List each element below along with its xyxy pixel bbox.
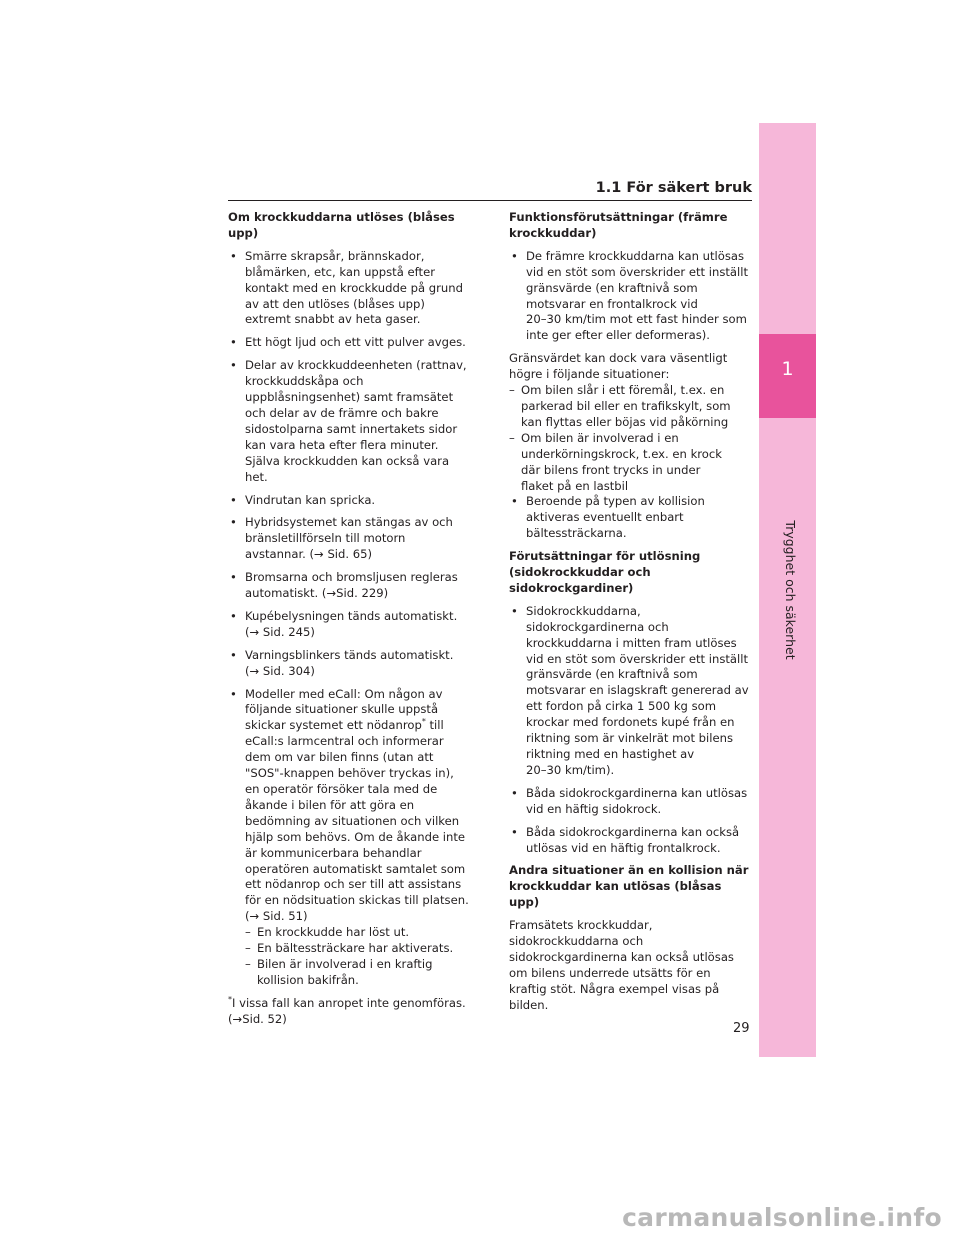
list-item: • Kupébelysningen tänds automatiskt. (→ Sid. 245) — [228, 609, 474, 641]
list-item-ecall: • Modeller med eCall: Om någon av följande situationer skulle uppstå skickar systemet ett nödanrop* till eCall:s larmcentral och informerar dem om var bilen finns (utan att "SOS"-knappen behöver tryckas in), en operatör försöker tala med de åkande i bilen för att göra en bedömning av situationen och vilken hjälp som behövs. Om de åkande inte är kommunicerbara behandlar operatören automatiskt samtalet som ett nödanrop och ser till att assistans för en nödsituation skickas till platsen. (→ Sid. 51) – En krockkudde har löst ut. – En bältessträckare har aktiverats. – Bilen är involverad i en kraftig kollision bakifrån. — [228, 687, 474, 989]
list-item: • Sidokrockkuddarna, sidokrockgardinerna och krockkuddarna i mitten fram utlöses vid en stöt som överskrider ett inställt gränsvärde (en kraftnivå som motsvarar en islagskraft genererad av ett fordon på cirka 1 500 kg som krockar med fordonets kupé från en riktning som är vinkelrät mot bilens riktning med en hastighet av 20–30 km/tim). — [509, 604, 755, 779]
heading-front-airbag-conditions: Funktionsförutsättningar (främre krockkuddar) — [509, 210, 728, 240]
section-header: 1.1 För säkert bruk — [595, 180, 752, 196]
list-item: • Hybridsystemet kan stängas av och bränsletillförseln till motorn avstannar. (→ Sid. 65) — [228, 515, 474, 563]
footnote-text: I vissa fall kan anropet inte genomföras. (→Sid. 52) — [228, 995, 466, 1026]
threshold-dash-list — [509, 383, 755, 494]
footnote — [228, 996, 474, 1028]
list-item: • Bromsarna och bromsljusen regleras automatiskt. (→Sid. 229) — [228, 570, 474, 602]
chapter-title-vertical — [778, 520, 798, 660]
footnote-mark: * — [228, 994, 232, 1004]
heading-other-situations: Andra situationer än en kollision när krockkuddar kan utlösas (blåsas upp) — [509, 863, 749, 910]
paragraph-other-situations: Framsätets krockkuddar, sidokrockkuddarna och sidokrockgardinerna kan också utlösas om bilens underrede utsätts för en kraftig stöt. Några exempel visas på bilden. — [509, 918, 734, 1012]
left-column — [228, 210, 474, 1028]
page-number: 29 — [733, 1021, 750, 1036]
dash-item: – En bältessträckare har aktiverats. — [245, 941, 474, 957]
chapter-title: Trygghet och säkerhet — [783, 520, 798, 660]
dash-item: – Bilen är involverad i en kraftig kollision bakifrån. — [245, 957, 474, 989]
right-bullet-list-1 — [509, 249, 755, 344]
watermark: carmanualsonline.info — [622, 1203, 942, 1232]
right-bullet-list-3 — [509, 604, 755, 857]
dash-item: – Om bilen är involverad i en underkörningskrock, t.ex. en krock där bilens front trycks in under flaket på en lastbil — [509, 431, 755, 495]
dash-item: – En krockkudde har löst ut. — [245, 925, 474, 941]
paragraph-threshold: Gränsvärdet kan dock vara väsentligt högre i följande situationer: — [509, 351, 728, 382]
left-bullet-list — [228, 249, 474, 989]
list-item: • Båda sidokrockgardinerna kan också utlösas vid en häftig frontalkrock. — [509, 825, 755, 857]
chapter-number-box — [759, 334, 816, 418]
heading-airbags-deployed: Om krockkuddarna utlöses (blåses upp) — [228, 210, 455, 240]
right-bullet-list-2 — [509, 494, 755, 542]
dash-item: – Om bilen slår i ett föremål, t.ex. en parkerad bil eller en trafikskylt, som kan flyttas eller böjas vid påkörning — [509, 383, 755, 431]
list-item: • Båda sidokrockgardinerna kan utlösas vid en häftig sidokrock. — [509, 786, 755, 818]
list-item: • Vindrutan kan spricka. — [228, 493, 474, 509]
ecall-dash-list — [245, 925, 474, 989]
list-item: • Beroende på typen av kollision aktiveras eventuellt enbart bältessträckarna. — [509, 494, 755, 542]
list-item: • Varningsblinkers tänds automatiskt. (→ Sid. 304) — [228, 648, 474, 680]
right-column — [509, 210, 755, 1021]
list-item: • Smärre skrapsår, brännskador, blåmärken, etc, kan uppstå efter kontakt med en krockkudde på grund av att den utlöses (blåses upp) extremt snabbt av heta gaser. — [228, 249, 474, 329]
header-rule — [228, 200, 752, 201]
heading-side-airbag-conditions: Förutsättningar för utlösning (sidokrockkuddar och sidokrockgardiner) — [509, 549, 701, 595]
chapter-number: 1 — [781, 358, 794, 380]
list-item: • Ett högt ljud och ett vitt pulver avges. — [228, 335, 474, 351]
list-item: • De främre krockkuddarna kan utlösas vid en stöt som överskrider ett inställt gränsvärde (en kraftnivå som motsvarar en frontalkrock vid 20–30 km/tim mot ett fast hinder som inte ger efter eller deformeras). — [509, 249, 755, 344]
list-item: • Delar av krockkuddeenheten (rattnav, krockkuddskåpa och uppblåsningsenhet) samt framsätet och delar av de främre och bakre sidostolparna samt innertakets sidor kan vara heta efter flera minuter. Själva krockkudden kan också vara het. — [228, 358, 474, 485]
footnote-mark: * — [421, 717, 426, 727]
